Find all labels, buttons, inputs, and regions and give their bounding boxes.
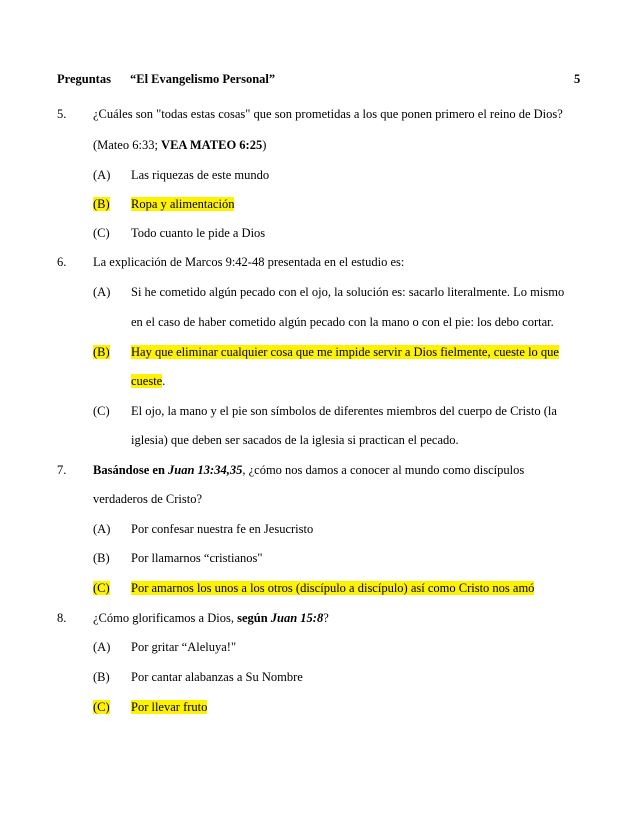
q5-text: ¿Cuáles son "todas estas cosas" que son prometidas a los que ponen primero el reino de Dios? xyxy=(93,107,563,121)
q6-option-c-line2: iglesia) que deben ser sacados de la iglesia si practican el pecado. xyxy=(131,433,459,447)
q6-option-a-letter: (A) xyxy=(93,285,111,299)
q5-number: 5. xyxy=(57,107,67,121)
q6-option-a-line1: Si he cometido algún pecado con el ojo, la solución es: sacarlo literalmente. Lo mismo xyxy=(131,285,565,299)
q6-text: La explicación de Marcos 9:42-48 presentada en el estudio es: xyxy=(93,255,405,269)
q7-option-c-letter: (C) xyxy=(93,581,110,595)
q7-number: 7. xyxy=(57,463,67,477)
q8-option-a-letter: (A) xyxy=(93,640,111,654)
q8-text: ¿Cómo glorificamos a Dios, según Juan 15:8? xyxy=(93,611,329,625)
q8-number: 8. xyxy=(57,611,67,625)
q5-option-a-letter: (A) xyxy=(93,168,111,182)
q6-option-a-line2: en el caso de haber cometido algún pecado con la mano o con el pie: los debo cortar. xyxy=(131,315,554,329)
q8-option-c-text: Por llevar fruto xyxy=(131,700,208,714)
header-title: “El Evangelismo Personal” xyxy=(130,72,276,86)
q7-text-line2: verdaderos de Cristo? xyxy=(93,492,202,506)
q6-option-b-line1: Hay que eliminar cualquier cosa que me impide servir a Dios fielmente, cueste lo que xyxy=(131,345,559,359)
q7-option-a-text: Por confesar nuestra fe en Jesucristo xyxy=(131,522,314,536)
q5-option-c-letter: (C) xyxy=(93,226,110,240)
q6-option-b-line2: cueste. xyxy=(131,374,166,388)
q8-option-c-letter: (C) xyxy=(93,700,110,714)
q5-option-c-text: Todo cuanto le pide a Dios xyxy=(131,226,266,240)
q6-option-b-letter: (B) xyxy=(93,345,110,359)
q5-reference: (Mateo 6:33; VEA MATEO 6:25) xyxy=(93,138,267,152)
q8-option-a-text: Por gritar “Aleluya!" xyxy=(131,640,237,654)
q6-number: 6. xyxy=(57,255,67,269)
q6-option-c-line1: El ojo, la mano y el pie son símbolos de diferentes miembros del cuerpo de Cristo (la xyxy=(131,404,557,418)
q7-option-c-text: Por amarnos los unos a los otros (discípulo a discípulo) así como Cristo nos amó xyxy=(131,581,535,595)
q7-option-a-letter: (A) xyxy=(93,522,111,536)
q7-text-line1: Basándose en Juan 13:34,35, ¿cómo nos damos a conocer al mundo como discípulos xyxy=(93,463,525,477)
q7-option-b-text: Por llamarnos “cristianos" xyxy=(131,551,263,565)
q6-option-c-letter: (C) xyxy=(93,404,110,418)
q7-option-b-letter: (B) xyxy=(93,551,110,565)
q5-option-b-text: Ropa y alimentación xyxy=(131,197,235,211)
header-label: Preguntas xyxy=(57,72,111,86)
q5-option-a-text: Las riquezas de este mundo xyxy=(131,168,270,182)
q8-option-b-letter: (B) xyxy=(93,670,110,684)
q8-option-b-text: Por cantar alabanzas a Su Nombre xyxy=(131,670,303,684)
q5-option-b-letter: (B) xyxy=(93,197,110,211)
page-number: 5 xyxy=(574,72,581,86)
